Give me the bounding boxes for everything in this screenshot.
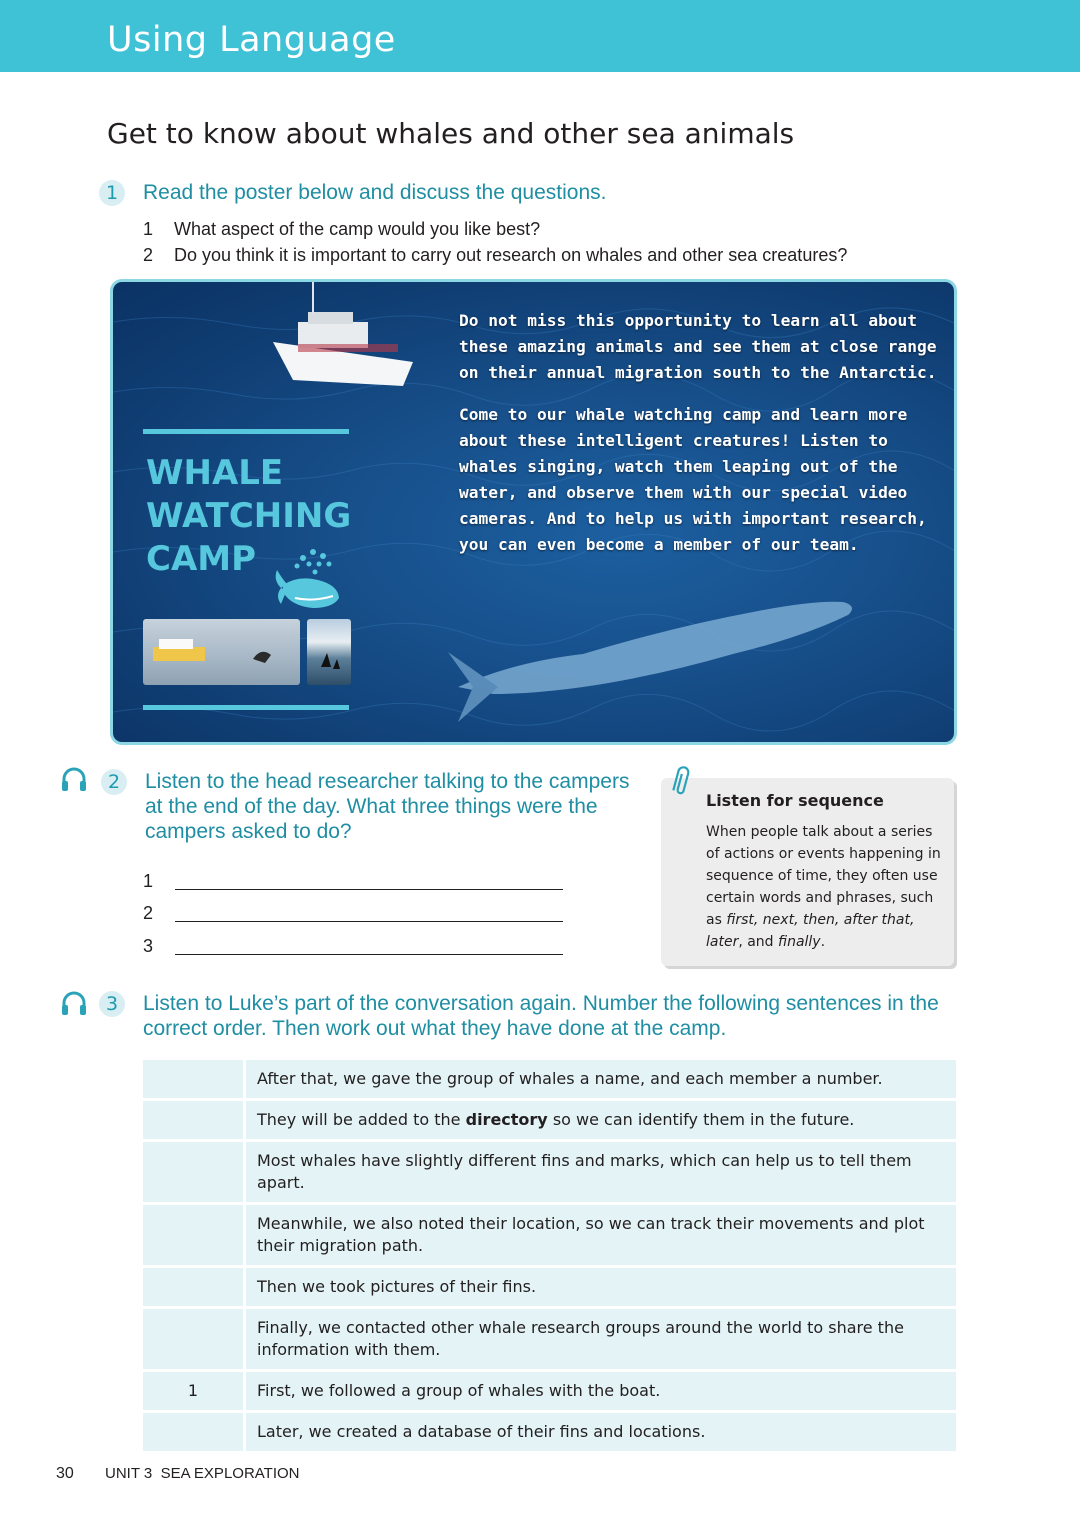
sentence-cell: Most whales have slightly different fins and marks, which can help us to tell them apart. [245, 1141, 957, 1204]
question-1 [143, 219, 540, 240]
orca-photo [307, 619, 351, 685]
poster-rule-bottom [143, 705, 349, 710]
activity-1-number: 1 [99, 180, 125, 206]
table-row [143, 1204, 956, 1267]
question-text: Do you think it is important to carry out research on whales and other sea creatures? [174, 245, 848, 265]
poster-title-line: WATCHING [146, 496, 352, 536]
order-number-cell[interactable] [143, 1267, 245, 1308]
headphones-icon[interactable] [60, 990, 88, 1016]
poster-rule-top [143, 429, 349, 434]
page-number: 30 [56, 1465, 74, 1482]
tip-sequence-word-final: finally [778, 934, 821, 950]
whale-boat-photo [143, 619, 300, 685]
section-title: Get to know about whales and other sea animals [107, 117, 795, 150]
sequence-table [143, 1060, 956, 1454]
activity-3-instruction: Listen to Luke’s part of the conversation again. Number the following sentences in the correct order. Then work out what they have done at the camp. [143, 992, 939, 1040]
page-header-title: Using Language [107, 20, 396, 60]
paperclip-icon [668, 764, 694, 798]
sentence-cell: Later, we created a database of their fins and locations. [245, 1412, 957, 1453]
question-text: What aspect of the camp would you like best? [174, 219, 541, 239]
unit-label: UNIT 3 SEA EXPLORATION [105, 1465, 300, 1482]
sentence-cell: Then we took pictures of their fins. [245, 1267, 957, 1308]
answer-line-1[interactable] [175, 889, 563, 890]
headphones-icon[interactable] [60, 766, 88, 792]
poster-title-line: WHALE [146, 453, 284, 493]
table-row [143, 1412, 956, 1453]
order-number-cell[interactable] [143, 1100, 245, 1141]
answer-line-2[interactable] [175, 921, 563, 922]
activity-3-number: 3 [99, 991, 125, 1017]
tip-body [706, 821, 946, 953]
key-word: directory [465, 1110, 548, 1129]
order-number-cell[interactable]: 1 [143, 1371, 245, 1412]
table-row [143, 1371, 956, 1412]
table-row [143, 1060, 956, 1100]
whale-watching-poster [110, 279, 957, 745]
question-2 [143, 245, 847, 266]
sentence-cell: Meanwhile, we also noted their location, so we can track their movements and plot their migration path. [245, 1204, 957, 1267]
order-number-cell[interactable] [143, 1204, 245, 1267]
order-number-cell[interactable] [143, 1060, 245, 1100]
answer-number-2: 2 [143, 903, 154, 923]
whale-logo-icon [273, 540, 345, 620]
table-row [143, 1308, 956, 1371]
table-row [143, 1141, 956, 1204]
table-row [143, 1100, 956, 1141]
activity-1-instruction: Read the poster below and discuss the questions. [143, 181, 607, 204]
tip-sequence-words: first, next, then, after that, later [706, 912, 915, 950]
poster-paragraph-1: Do not miss this opportunity to learn all about these amazing animals and see them at close range on their annual migration south to the Antarctic. [459, 311, 937, 382]
activity-2-instruction: Listen to the head researcher talking to the campers at the end of the day. What three things were the campers asked to do? [145, 770, 630, 843]
sentence-cell: After that, we gave the group of whales a name, and each member a number. [245, 1060, 957, 1100]
answer-line-3[interactable] [175, 954, 563, 955]
sentence-cell: Finally, we contacted other whale research groups around the world to share the information with them. [245, 1308, 957, 1371]
tip-text: , and [738, 934, 779, 950]
question-number: 2 [143, 245, 154, 265]
poster-title-line: CAMP [146, 539, 257, 579]
sentence-text: They will be added to the [257, 1110, 466, 1129]
tip-text: . [820, 934, 826, 950]
order-number-cell[interactable] [143, 1308, 245, 1371]
sentence-cell: First, we followed a group of whales with the boat. [245, 1371, 957, 1412]
order-number-cell[interactable] [143, 1412, 245, 1453]
order-number-cell[interactable] [143, 1141, 245, 1204]
tip-text: When people talk about a series of actions or events happening in sequence of time, they often use certain words and phrases, such as [706, 824, 941, 928]
tip-box [661, 778, 954, 966]
sentence-cell [245, 1100, 957, 1141]
blue-whale-image [448, 602, 852, 722]
poster-paragraph-2: Come to our whale watching camp and learn more about these intelligent creatures! Listen to whales singing, watch them leaping out of the water, and observe them with our special video cameras. And to help us with important research, you can even become a member of our team. [459, 405, 927, 554]
answer-number-3: 3 [143, 936, 154, 956]
table-row [143, 1267, 956, 1308]
activity-2-number: 2 [101, 769, 127, 795]
tip-title: Listen for sequence [706, 791, 884, 810]
tour-boat-image [273, 282, 413, 386]
sentence-text: so we can identify them in the future. [547, 1110, 855, 1129]
question-number: 1 [143, 219, 154, 239]
answer-number-1: 1 [143, 871, 154, 891]
